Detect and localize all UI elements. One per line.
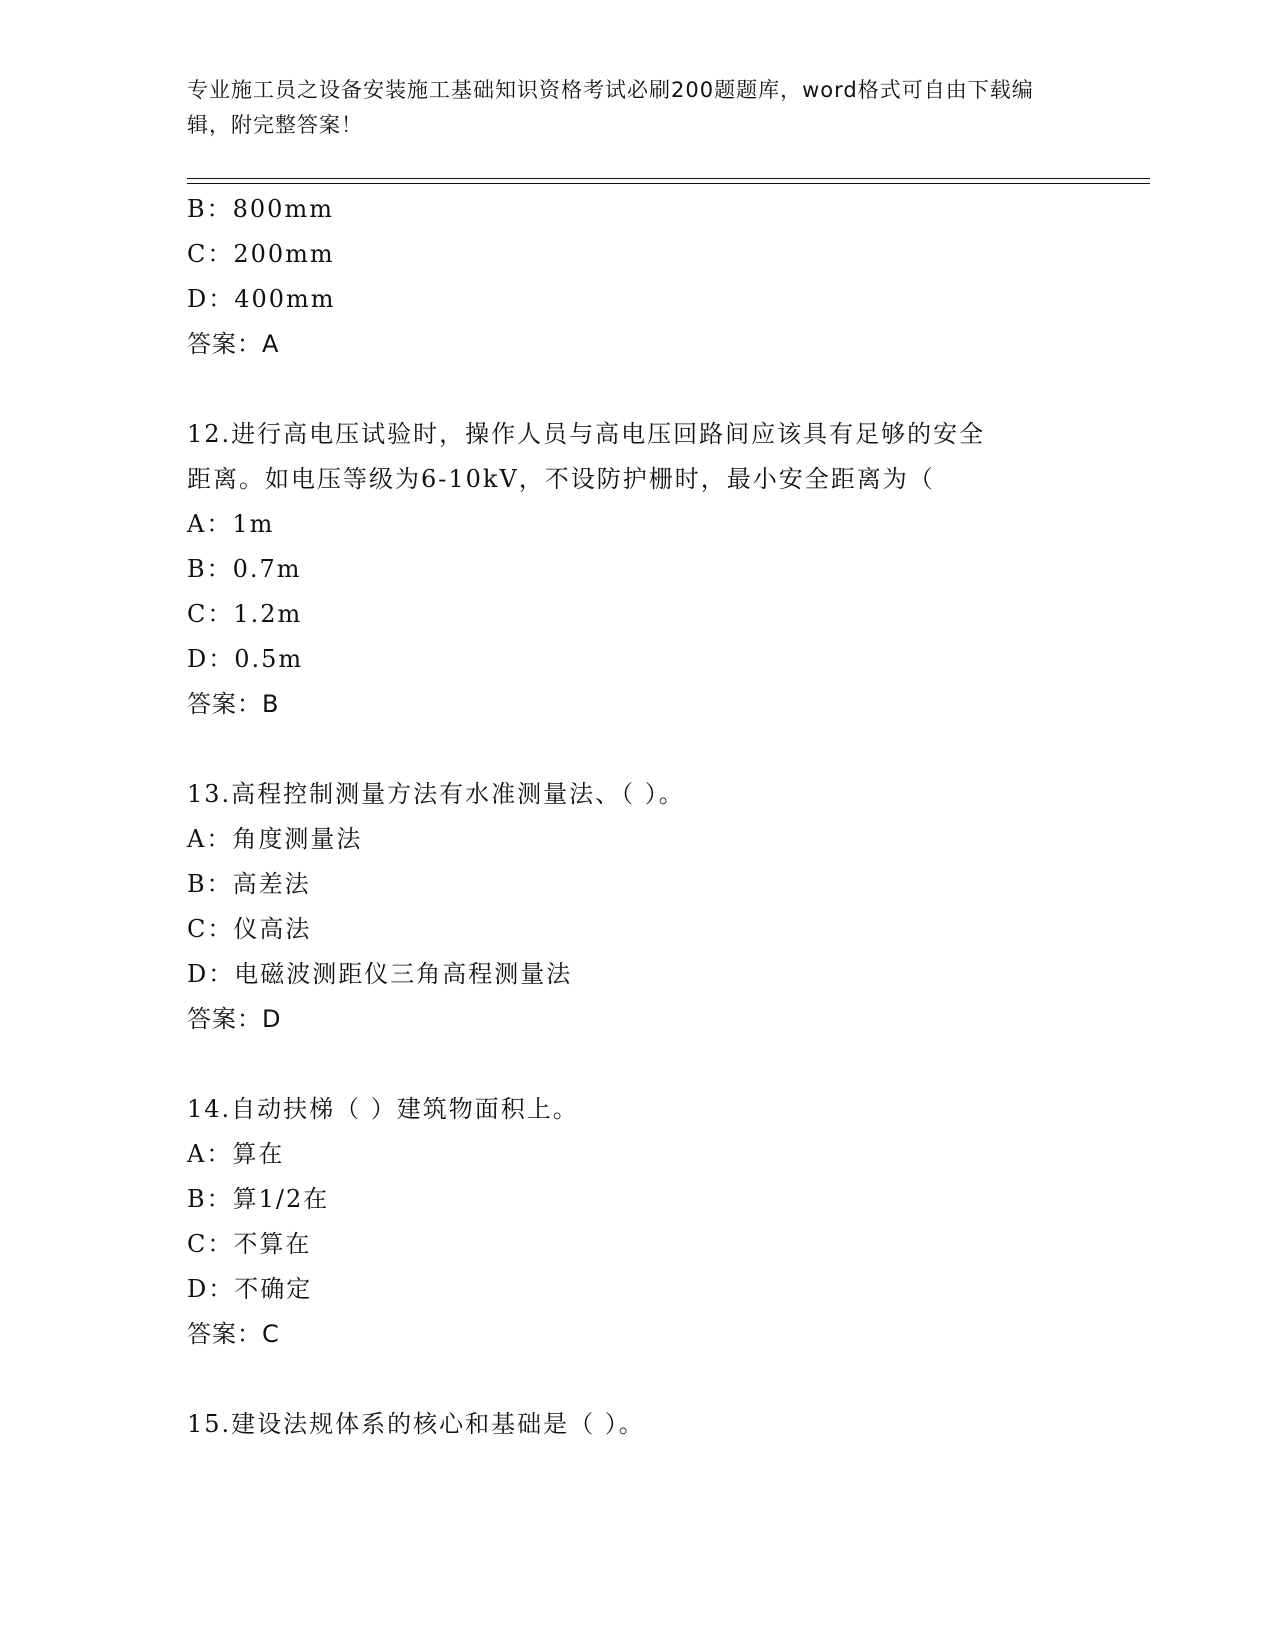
- q15-question-line-1: 15.建设法规体系的核心和基础是（ ）。: [187, 1410, 645, 1438]
- q12-option-a: A：1m: [187, 510, 275, 538]
- q12-question-line-1: 12.进行高电压试验时，操作人员与高电压回路间应该具有足够的安全: [187, 420, 986, 448]
- q13-option-b: B：高差法: [187, 870, 311, 898]
- header-divider-top: [187, 178, 1150, 179]
- q13-question-line-1: 13.高程控制测量方法有水准测量法、（ ）。: [187, 780, 685, 808]
- q12-option-d: D：0.5m: [187, 645, 304, 673]
- q13-answer: 答案：D: [187, 1005, 282, 1033]
- q11-option-d: D：400mm: [187, 285, 336, 313]
- q13-option-d: D：电磁波测距仪三角高程测量法: [187, 960, 573, 988]
- q11-answer: 答案：A: [187, 330, 280, 358]
- q14-option-c: C：不算在: [187, 1230, 312, 1258]
- q14-option-a: A：算在: [187, 1140, 285, 1168]
- q14-option-b: B：算1/2在: [187, 1185, 330, 1213]
- q12-answer: 答案：B: [187, 690, 280, 718]
- q12-option-b: B：0.7m: [187, 555, 302, 583]
- q12-question-line-2: 距离。如电压等级为6-10kV，不设防护栅时，最小安全距离为（: [187, 465, 935, 493]
- q11-option-c: C：200mm: [187, 240, 335, 268]
- q14-option-d: D：不确定: [187, 1275, 313, 1303]
- q11-option-b: B：800mm: [187, 195, 334, 223]
- q13-option-c: C：仪高法: [187, 915, 312, 943]
- q12-option-c: C：1.2m: [187, 600, 303, 628]
- q14-answer: 答案：C: [187, 1320, 280, 1348]
- header-divider-bottom: [187, 183, 1150, 184]
- q13-option-a: A：角度测量法: [187, 825, 363, 853]
- document-header-title: 专业施工员之设备安装施工基础知识资格考试必刷200题题库，word格式可自由下载编辑，附完整答案！: [187, 78, 1034, 137]
- q14-question-line-1: 14.自动扶梯（ ）建筑物面积上。: [187, 1095, 579, 1123]
